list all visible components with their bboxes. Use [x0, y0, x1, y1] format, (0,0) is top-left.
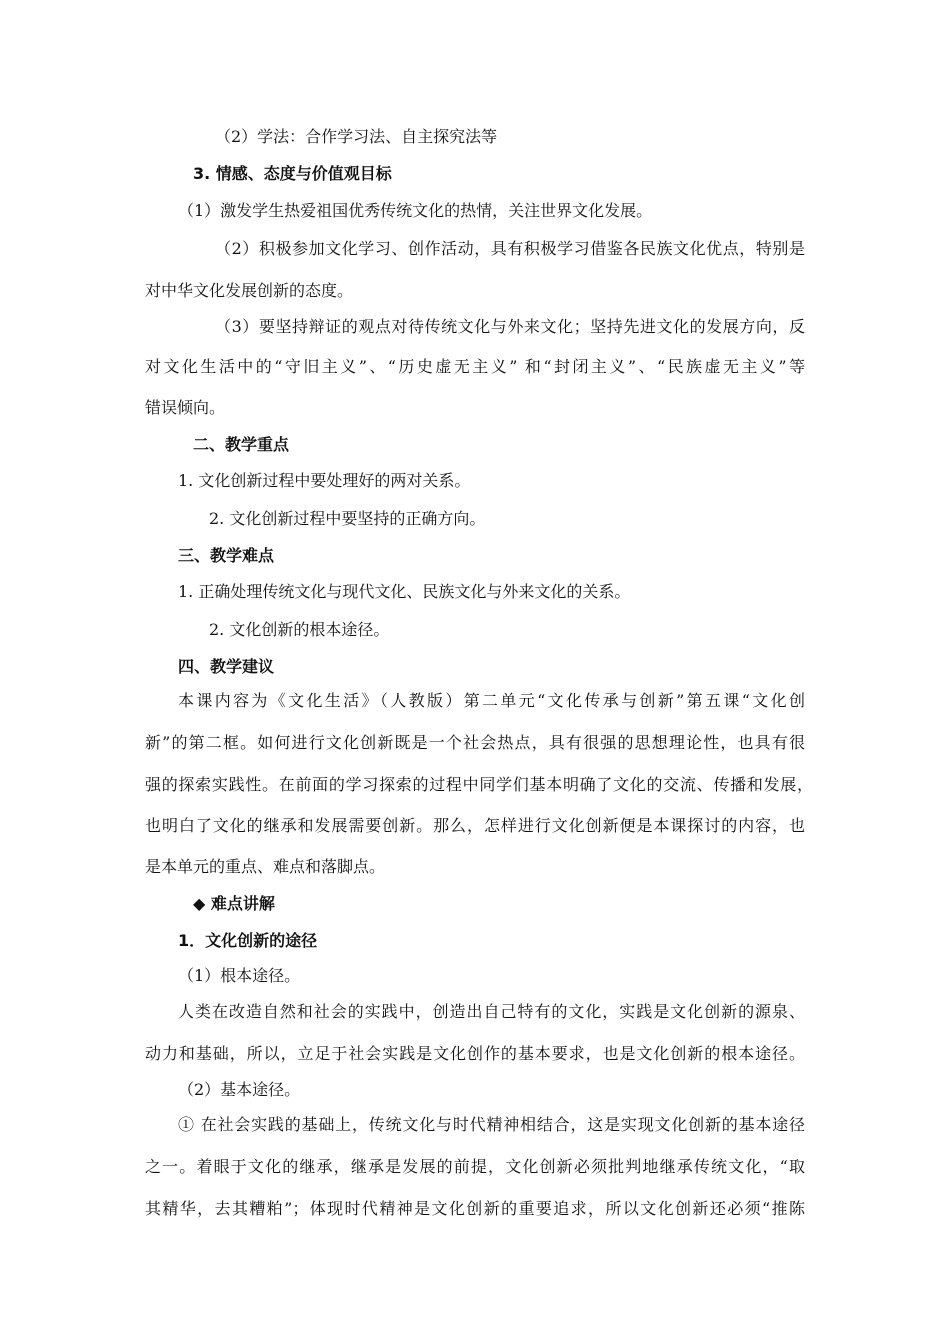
goal-item-3-cont: 对文化生活中的“守旧主义”、“历史虚无主义” 和“封闭主义”、“民族虚无主义”等	[145, 357, 805, 376]
suggestion-para-line-4: 也明白了文化的继承和发展需要创新。那么，怎样进行文化创新便是本课探讨的内容，也	[145, 816, 805, 835]
heading-teaching-suggestions: 四、教学建议	[178, 657, 275, 676]
suggestion-para-line-1: 本课内容为《文化生活》（人教版）第二单元“文化传承与创新”第五课“文化创	[178, 691, 805, 710]
suggestion-para-line-3: 强的探索实践性。在前面的学习探索的过程中同学们基本明确了文化的交流、传播和发展，	[145, 775, 813, 794]
goal-item-3-end: 错误倾向。	[145, 398, 226, 417]
goal-item-1: （1）激发学生热爱祖国优秀传统文化的热情，关注世界文化发展。	[178, 201, 653, 220]
goal-item-3: （3）要坚持辩证的观点对待传统文化与外来文化；坚持先进文化的发展方向，反	[215, 317, 805, 336]
fundamental-path-line-2: 动力和基础，所以，立足于社会实践是文化创作的基本要求，也是文化创新的根本途径。	[145, 1044, 805, 1063]
suggestion-para-line-2: 新”的第二框。如何进行文化创新既是一个社会热点，具有很强的思想理论性，也具有很	[145, 733, 805, 752]
focus-item-2: 2. 文化创新过程中要坚持的正确方向。	[209, 509, 486, 528]
heading-teaching-difficulty: 三、教学难点	[178, 546, 275, 565]
basic-path-line-2: 之一。着眼于文化的继承，继承是发展的前提，文化创新必须批判地继承传统文化，“取	[145, 1157, 805, 1176]
goal-item-2: （2）积极参加文化学习、创作活动，具有积极学习借鉴各民族文化优点，特别是	[215, 239, 805, 258]
study-method-line: （2）学法：合作学习法、自主探究法等	[215, 127, 498, 146]
suggestion-para-line-5: 是本单元的重点、难点和落脚点。	[145, 857, 386, 876]
difficulty-item-1: 1. 正确处理传统文化与现代文化、民族文化与外来文化的关系。	[178, 582, 631, 601]
heading-teaching-focus: 二、教学重点	[193, 435, 290, 454]
basic-path-line-1: ① 在社会实践的基础上，传统文化与时代精神相结合，这是实现文化创新的基本途径	[178, 1115, 805, 1134]
basic-path-line-3: 其精华，去其糟粕”；体现时代精神是文化创新的重要追求，所以文化创新还必须“推陈	[145, 1199, 805, 1218]
difficulty-item-2: 2. 文化创新的根本途径。	[209, 620, 390, 639]
heading-difficulty-explanation: ◆ 难点讲解	[193, 894, 275, 913]
heading-innovation-paths: 1．文化创新的途径	[178, 931, 318, 950]
goal-item-2-cont: 对中华文化发展创新的态度。	[145, 281, 354, 300]
subheading-fundamental-path: （1）根本途径。	[178, 966, 301, 985]
section-heading-emotion-goals: 3. 情感、态度与价值观目标	[193, 164, 392, 183]
fundamental-path-line-1: 人类在改造自然和社会的实践中，创造出自己特有的文化，实践是文化创新的源泉、	[178, 1002, 805, 1021]
subheading-basic-path: （2）基本途径。	[178, 1080, 301, 1099]
focus-item-1: 1. 文化创新过程中要处理好的两对关系。	[178, 471, 471, 490]
